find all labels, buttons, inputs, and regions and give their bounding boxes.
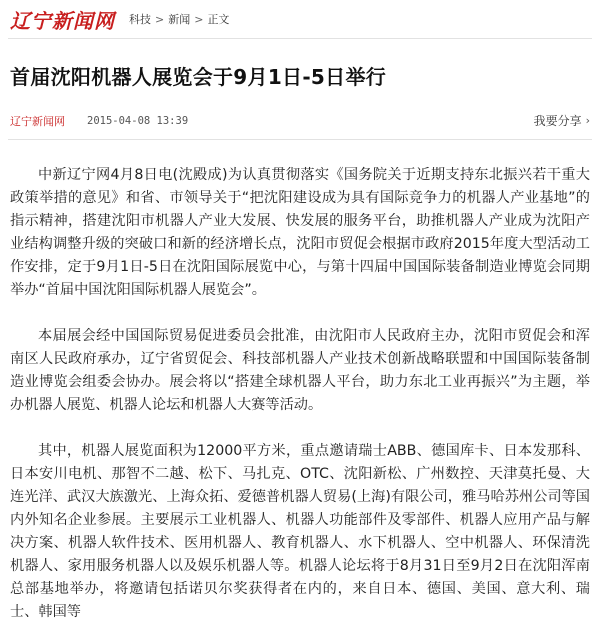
breadcrumb-item-news[interactable]: 新闻 (168, 13, 191, 26)
header-divider (8, 38, 592, 39)
breadcrumb-separator: > (194, 12, 204, 26)
article-paragraph: 其中，机器人展览面积为12000平方米，重点邀请瑞士ABB、德国库卡、日本发那科、日本安川电机、那智不二越、松下、马扎克、OTC、沈阳新松、广州数控、天津莫托曼、大连光洋、武汉大族激光、上海众拓、爱德普机器人贸易(上海)有限公司，雅马哈苏州公司等国内外知名企业参展。主要展示工业机器人、机器人功能部件及零部件、机器人应用产品与解决方案、机器人软件技术、医用机器人、教育机器人、水下机器人、空中机器人、环保清洗机器人、家用服务机器人以及娱乐机器人等。机器人论坛将于8月31日至9月2日在沈阳浑南总部基地举办，将邀请包括诺贝尔奖获得者在内的，来自日本、德国、美国、意大利、瑞士、韩国等 (10, 443, 590, 620)
breadcrumb-separator: > (155, 12, 165, 26)
article-meta (10, 112, 590, 129)
article-paragraph: 本届展会经中国国际贸易促进委员会批准，由沈阳市人民政府主办，沈阳市贸促会和浑南区人民政府承办，辽宁省贸促会、科技部机器人产业技术创新战略联盟和中国国际装备制造业博览会组委会协办。展会将以“搭建全球机器人平台，助力东北工业再振兴”为主题，举办机器人展览、机器人论坛和机器人大赛等活动。 (10, 328, 590, 413)
article-date: 2015-04-08 13:39 (87, 114, 189, 127)
article-paragraph: 中新辽宁网4月8日电(沈殿成)为认真贯彻落实《国务院关于近期支持东北振兴若干重大政策举措的意见》和省、市领导关于“把沈阳建设成为具有国际竞争力的机器人产业基地”的指示精神，搭建沈阳市机器人产业大发展、快发展的服务平台，助推机器人产业成为沈阳产业结构调整升级的突破口和新的经济增长点，沈阳市贸促会根据市政府2015年度大型活动工作安排，定于9月1日-5日在沈阳国际展览中心，与第十四届中国国际装备制造业博览会同期举办“首届中国沈阳国际机器人展览会”。 (10, 167, 590, 298)
share-label: 我要分享 (533, 114, 582, 128)
share-button[interactable] (534, 112, 590, 129)
article-body (10, 164, 590, 624)
chevron-right-icon: › (585, 114, 590, 127)
site-logo[interactable]: 辽宁新闻网 (10, 8, 115, 33)
breadcrumb-item-tech[interactable]: 科技 (129, 13, 151, 26)
meta-divider (8, 139, 592, 140)
article-title: 首届沈阳机器人展览会于9月1日-5日举行 (10, 65, 387, 89)
top-bar (0, 0, 600, 38)
breadcrumb (129, 11, 229, 27)
breadcrumb-item-article: 正文 (207, 13, 230, 26)
article-source[interactable]: 辽宁新闻网 (10, 114, 65, 128)
